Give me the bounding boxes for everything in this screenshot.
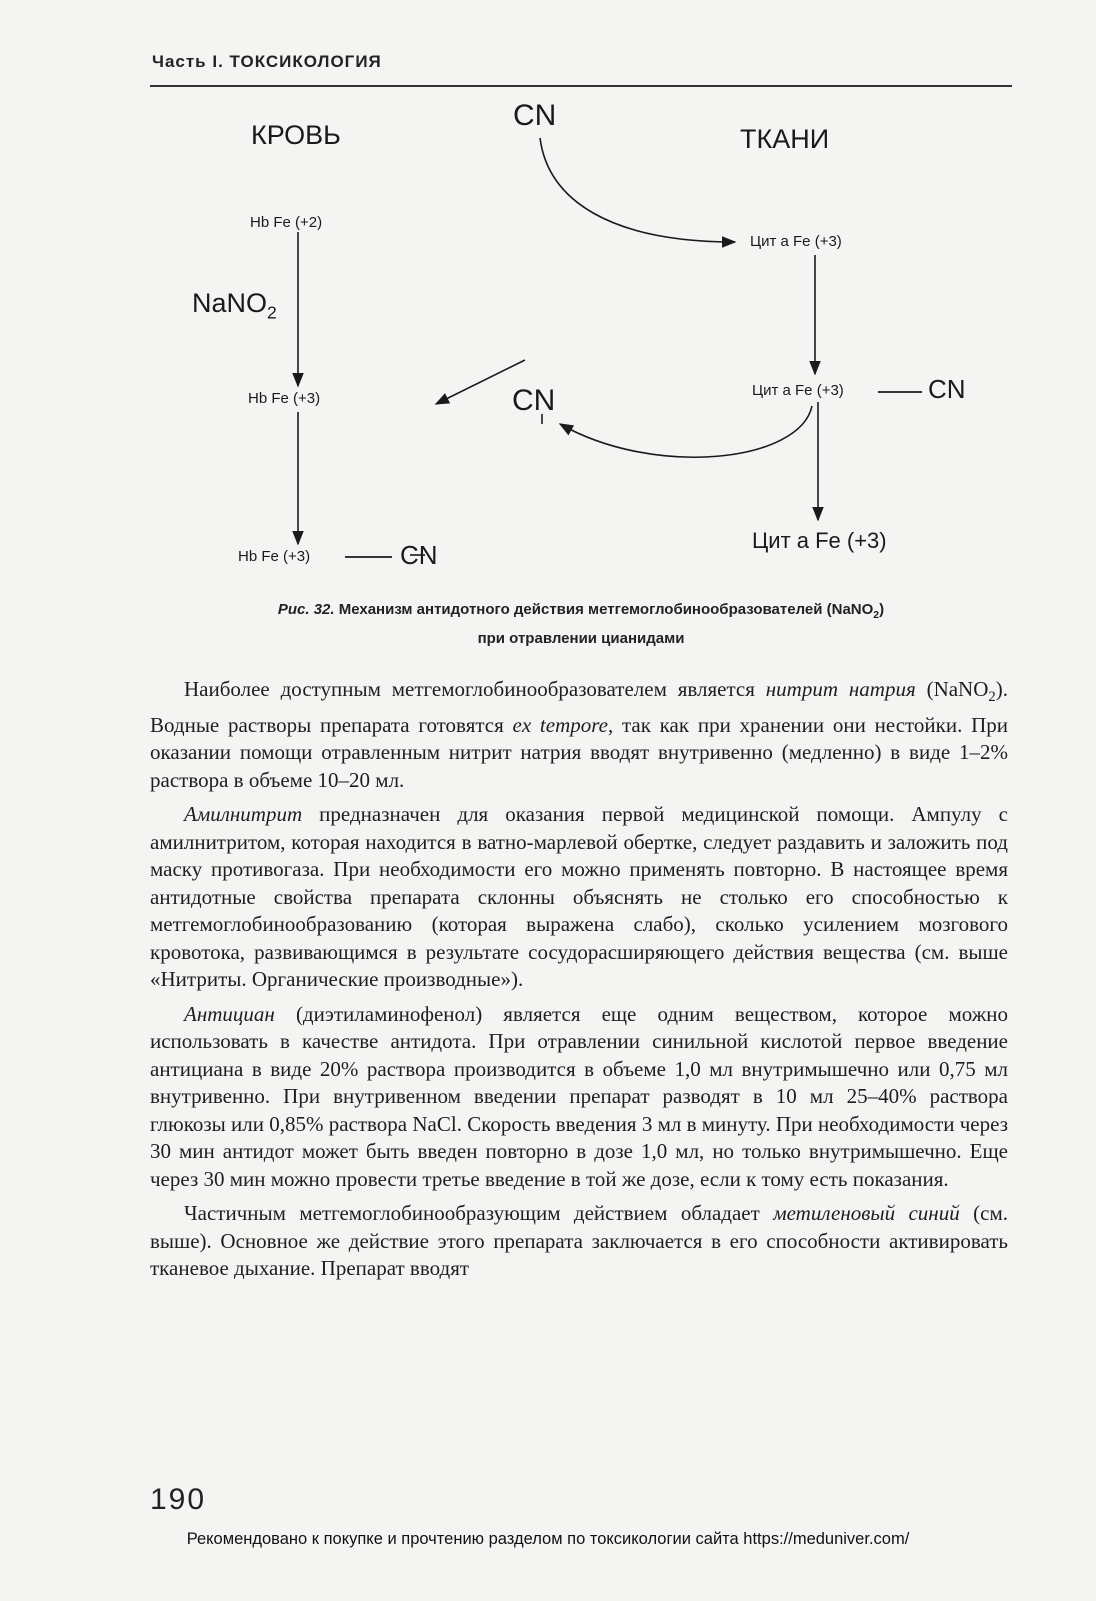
nano2-main: NaNO — [192, 288, 268, 318]
paragraph-3 — [150, 1001, 1008, 1194]
p4-text-a: Частичным метгемоглобинообразующим действием обладает — [184, 1201, 774, 1226]
body-text — [150, 676, 1008, 1290]
arrow-cn-to-cytochrome — [540, 138, 735, 242]
hb-fe3-cn-prefix: Hb Fe (+3) — [238, 548, 311, 565]
cyt-fe3-cn-prefix: Цит a Fe (+3) — [752, 382, 844, 399]
p4-text-c: (см. выше). Основное же действие этого препарата заключается в его способности активировать тканевое дыхание. Препарат вводят — [150, 1201, 1009, 1281]
p1-text-a: Наиболее доступным метгемоглобинообразователем является — [184, 677, 766, 701]
tissues-label: ТКАНИ — [740, 124, 830, 154]
cyt-fe3-cn-suffix: CN — [928, 374, 966, 404]
p1-text-d: ). Водные растворы препарата готовятся — [150, 677, 1008, 737]
hb-fe3-cn-suffix: CN — [400, 540, 438, 570]
diagram-arrows — [0, 0, 1096, 600]
hb-fe2: Hb Fe (+2) — [250, 214, 323, 231]
figure-number: Рис. 32. — [277, 601, 335, 618]
p4-term-methylene-blue: метиленовый синий — [773, 1201, 960, 1226]
p2-term-amyl-nitrite: Амилнитрит — [184, 802, 303, 827]
blood-label: КРОВЬ — [251, 120, 341, 150]
p3-text-b: (диэтиламинофенол) является еще одним веществом, которое можно использовать в качестве антидота. При отравлении синильной кислотой первое введение антициана в виде 20% раствора производится в объеме 1,0 мл внутримышечно или 0,75 мл внутривенно. При внутривенном введении препарат разводят в 10 мл 25–40% раствора глюкозы или 0,85% раствора NaCl. Скорость введения 3 мл в минуту. При необходимости через 30 мин антидот может быть введен повторно в дозе 1,0 мл, но только внутримышечно. Еще через 30 мин можно провести третье введение в той же дозе, если к тому есть показания. — [150, 1001, 1008, 1191]
p2-text-b: предназначен для оказания первой медицинской помощи. Ампулу с амилнитритом, которая находится в ватно-марлевой обертке, следует раздавить и заложить под маску противогаза. При необходимости его можно применять повторно. В настоящее время антидотные свойства препарата склонны объяснять не столько его способностью к метгемоглобинообразованию (которая выражена слабо), сколько усилением мозгового кровотока, развивающимся в результате сосудорасширяющего действия вещества (см. выше «Нитриты. Органические производные»). — [150, 802, 1008, 992]
cyt-fe3-bottom: Цит a Fe (+3) — [752, 528, 887, 553]
p1-text-f: , так как при хранении они нестойки. При оказании помощи отравленным нитрит натрия вводят внутривенно (медленно) в виде 1–2% раствора в объеме 10–20 мл. — [150, 712, 1008, 792]
paragraph-2 — [150, 801, 1008, 994]
footer-note: Рекомендовано к покупке и прочтению разделом по токсикологии сайта https://meduniver.com/ — [186, 1530, 910, 1548]
paragraph-4 — [150, 1200, 1008, 1283]
paragraph-1 — [150, 676, 1008, 794]
nano2-sub: 2 — [267, 302, 277, 323]
caption-line-1 — [150, 598, 1012, 627]
figure-caption — [150, 598, 1012, 651]
running-head: Часть I. ТОКСИКОЛОГИЯ — [152, 52, 382, 71]
p1-term-ex-tempore: ex tempore — [512, 712, 608, 737]
p3-term-anticyan: Антициан — [184, 1001, 275, 1026]
caption-sub: 2 — [873, 609, 880, 621]
p1-text-c: (NaNO — [915, 677, 989, 701]
caption-line-2: при отравлении цианидами — [477, 630, 685, 647]
nano2-label — [192, 288, 277, 323]
hb-fe3: Hb Fe (+3) — [248, 390, 321, 407]
page-number: 190 — [150, 1483, 207, 1516]
cn-top: CN — [513, 99, 557, 132]
antidote-mechanism-diagram — [0, 0, 1096, 600]
caption-end: ) — [879, 601, 885, 618]
cn-middle: CN — [512, 384, 556, 417]
arrow-cytcn-to-cn — [560, 406, 812, 457]
p1-term-sodium-nitrite: нитрит натрия — [765, 677, 916, 701]
caption-text: Механизм антидотного действия метгемоглобинообразователей (NaNO — [334, 601, 874, 618]
p1-sub: 2 — [988, 689, 996, 706]
cyt-fe3-top: Цит a Fe (+3) — [750, 233, 842, 250]
